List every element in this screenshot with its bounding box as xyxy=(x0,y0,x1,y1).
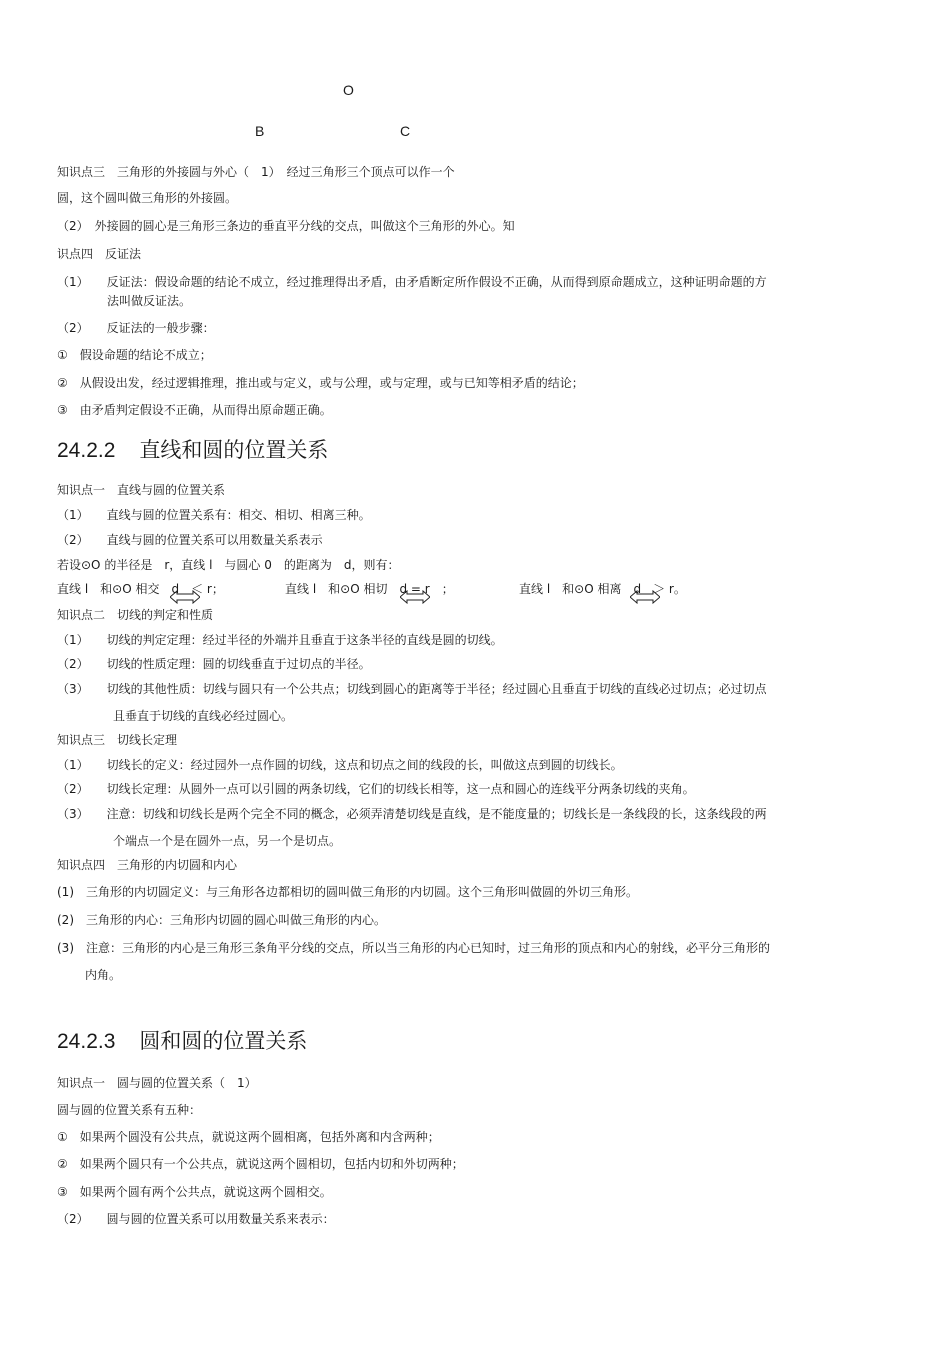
relation-separate: 直线 l 和⊙O 相离 d ＞ r。 xyxy=(519,582,686,596)
double-arrow-icon xyxy=(630,590,660,604)
relation-intersect: 直线 l 和⊙O 相交 d ＜ r； xyxy=(57,582,224,596)
knowledge-heading: 知识点二 切线的判定和性质 xyxy=(57,608,214,622)
paragraph-line: 圆，这个圆叫做三角形的外接圆。 xyxy=(57,191,238,205)
section-number: 24.2.2 xyxy=(57,439,116,462)
knowledge-heading: 知识点一 直线与圆的位置关系 xyxy=(57,483,226,497)
point-label-c: C xyxy=(400,123,411,139)
paragraph-line: 内角。 xyxy=(85,968,122,982)
list-item: ③ 由矛盾判定假设不正确，从而得出原命题正确。 xyxy=(57,403,332,417)
paragraph-line: （3） 切线的其他性质：切线与圆只有一个公共点；切线到圆心的距离等于半径；经过圆心且垂直于切线的直线必过切点；必过切点 xyxy=(57,682,767,696)
section-heading-circumcircle: 知识点三 三角形的外接圆与外心（ 1） 经过三角形三个顶点可以作一个 xyxy=(57,165,455,179)
knowledge-heading: 知识点三 切线长定理 xyxy=(57,733,178,747)
paragraph-line: （1） 反证法：假设命题的结论不成立，经过推理得出矛盾，由矛盾断定所作假设不正确，从而得到原命题成立，这种证明命题的方 xyxy=(57,275,767,289)
list-item: ① 如果两个圆没有公共点，就说这两个圆相离，包括外离和内含两种； xyxy=(57,1130,440,1144)
paragraph-line: 且垂直于切线的直线必经过圆心。 xyxy=(113,709,294,723)
list-item: ① 假设命题的结论不成立； xyxy=(57,348,212,362)
paragraph-line: （2） 圆与圆的位置关系可以用数量关系来表示： xyxy=(57,1212,335,1226)
paragraph-line: 若设⊙O 的半径是 r，直线 l 与圆心 0 的距离为 d，则有： xyxy=(57,558,400,572)
paragraph-line: （1） 切线的判定定理：经过半径的外端并且垂直于这条半径的直线是圆的切线。 xyxy=(57,633,503,647)
paragraph-line: （1） 直线与圆的位置关系有：相交、相切、相离三种。 xyxy=(57,508,371,522)
section-number: 24.2.3 xyxy=(57,1030,116,1053)
section-title-24-2-2 xyxy=(57,438,328,463)
list-item: (3) 注意：三角形的内心是三角形三条角平分线的交点，所以当三角形的内心已知时，过三角形的顶点和内心的射线，必平分三角形的 xyxy=(57,941,771,955)
section-heading-contradiction: 识点四 反证法 xyxy=(57,247,142,261)
list-item: (2) 三角形的内心：三角形内切圆的圆心叫做三角形的内心。 xyxy=(57,913,387,927)
paragraph-line: 法叫做反证法。 xyxy=(107,294,192,308)
section-title-text: 直线和圆的位置关系 xyxy=(139,438,329,462)
paragraph-line: （2） 切线长定理：从圆外一点可以引圆的两条切线，它们的切线长相等，这一点和圆心的连线平分两条切线的夹角。 xyxy=(57,782,695,796)
paragraph-line: 圆与圆的位置关系有五种： xyxy=(57,1103,202,1117)
point-label-o: O xyxy=(343,82,354,98)
double-arrow-icon xyxy=(400,590,430,604)
paragraph-line: （3） 注意：切线和切线长是两个完全不同的概念，必须弄清楚切线是直线，是不能度量的；切线长是一条线段的长，这条线段的两 xyxy=(57,807,767,821)
section-title-text: 圆和圆的位置关系 xyxy=(139,1029,308,1053)
list-item: ③ 如果两个圆有两个公共点，就说这两个圆相交。 xyxy=(57,1185,332,1199)
paragraph-line: （2） 切线的性质定理：圆的切线垂直于过切点的半径。 xyxy=(57,657,371,671)
double-arrow-icon xyxy=(170,590,200,604)
list-item: ② 如果两个圆只有一个公共点，就说这两个圆相切，包括内切和外切两种； xyxy=(57,1157,464,1171)
list-item: (1) 三角形的内切圆定义：与三角形各边都相切的圆叫做三角形的内切圆。这个三角形叫做圆的外切三角形。 xyxy=(57,885,639,899)
relation-tangent: 直线 l 和⊙O 相切 d = r ； xyxy=(285,582,454,596)
paragraph-line: （2） 反证法的一般步骤： xyxy=(57,321,215,335)
paragraph-line: （1） 切线长的定义：经过园外一点作圆的切线，这点和切点之间的线段的长，叫做这点到圆的切线长。 xyxy=(57,758,623,772)
paragraph-line: （2） 外接圆的圆心是三角形三条边的垂直平分线的交点，叫做这个三角形的外心。知 xyxy=(57,219,515,233)
paragraph-line: （2） 直线与圆的位置关系可以用数量关系表示 xyxy=(57,533,323,547)
point-label-b: B xyxy=(255,123,265,139)
section-title-24-2-3 xyxy=(57,1029,307,1054)
paragraph-line: 个端点一个是在圆外一点，另一个是切点。 xyxy=(113,834,342,848)
knowledge-heading: 知识点四 三角形的内切圆和内心 xyxy=(57,858,238,872)
list-item: ② 从假设出发，经过逻辑推理，推出或与定义，或与公理，或与定理，或与已知等相矛盾的结论； xyxy=(57,376,584,390)
knowledge-heading: 知识点一 圆与圆的位置关系（ 1） xyxy=(57,1076,257,1090)
